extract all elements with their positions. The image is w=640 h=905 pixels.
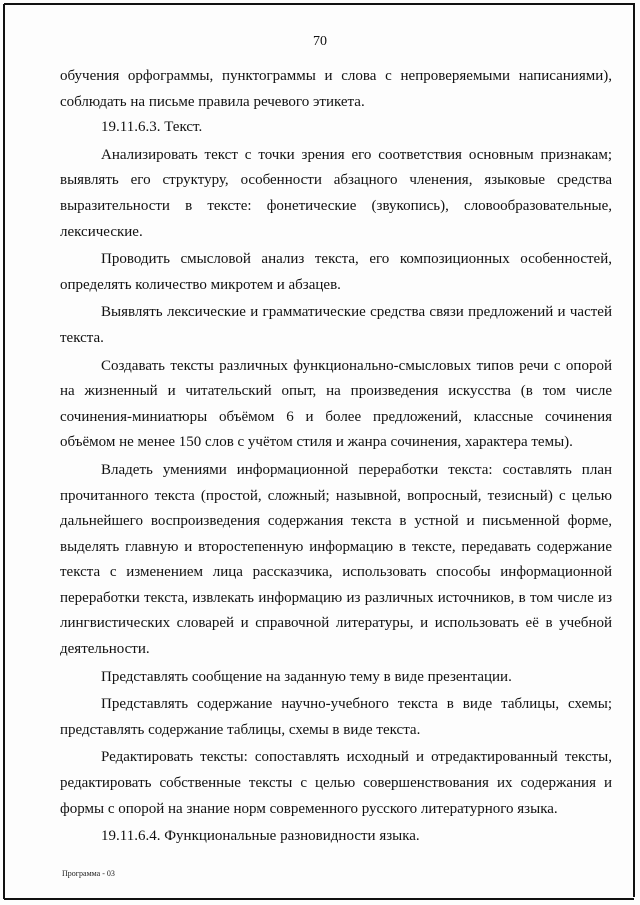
paragraph-continuation: обучения орфограммы, пунктограммы и слова с непроверяемыми написаниями), соблюдать на письме правила речевого этикета. — [60, 68, 612, 110]
page-border-right — [633, 3, 635, 897]
document-body — [60, 64, 612, 850]
page-border-top — [4, 3, 634, 5]
paragraph-editing: Редактировать тексты: сопоставлять исходный и отредактированный тексты, редактировать собственные тексты с целью совершенствования их содержания и формы с опорой на знание норм современного русского литературного языка. — [60, 749, 612, 817]
paragraph-information-processing: Владеть умениями информационной переработки текста: составлять план прочитанного текста (простой, сложный; назывной, вопросный, тезисный) с целью дальнейшего воспроизведения содержания текста в устной и письменной форме, выделять главную и второстепенную информацию в тексте, передавать содержание текста с изменением лица рассказчика, использовать способы информационной переработки текста, извлекать информацию из различных источников, в том числе из лингвистических словарей и справочной литературы, и использовать её в учебной деятельности. — [60, 461, 612, 658]
paragraph-create-texts: Создавать тексты различных функционально-смысловых типов речи с опорой на жизненный и читательский опыт, на произведения искусства (в том числе сочинения-миниатюры объёмом 6 и более предложений, классные сочинения объёмом не менее 150 слов с учётом стиля и жанра сочинения, характера темы). — [60, 357, 612, 451]
section-heading-functional-varieties: 19.11.6.4. Функциональные разновидности языка. — [101, 828, 420, 845]
paragraph-cohesion-means: Выявлять лексические и грамматические средства связи предложений и частей текста. — [60, 304, 612, 346]
paragraph-analyze-text: Анализировать текст с точки зрения его соответствия основным признакам; выявлять его структуру, особенности абзацного членения, языковые средства выразительности в тексте: фонетические (звукопись), словообразовательные, лексические. — [60, 146, 612, 240]
page-number: 70 — [313, 34, 327, 49]
paragraph-semantic-analysis: Проводить смысловой анализ текста, его композиционных особенностей, определять количество микротем и абзацев. — [60, 251, 612, 293]
paragraph-presentation: Представлять сообщение на заданную тему в виде презентации. — [101, 668, 512, 685]
paragraph-table-scheme: Представлять содержание научно-учебного текста в виде таблицы, схемы; представлять содержание таблицы, схемы в виде текста. — [60, 696, 612, 738]
section-heading-text: 19.11.6.3. Текст. — [101, 119, 203, 136]
page-footer: Программа - 03 — [62, 869, 115, 878]
page-border-bottom — [4, 898, 634, 900]
page-border-left — [3, 4, 5, 899]
